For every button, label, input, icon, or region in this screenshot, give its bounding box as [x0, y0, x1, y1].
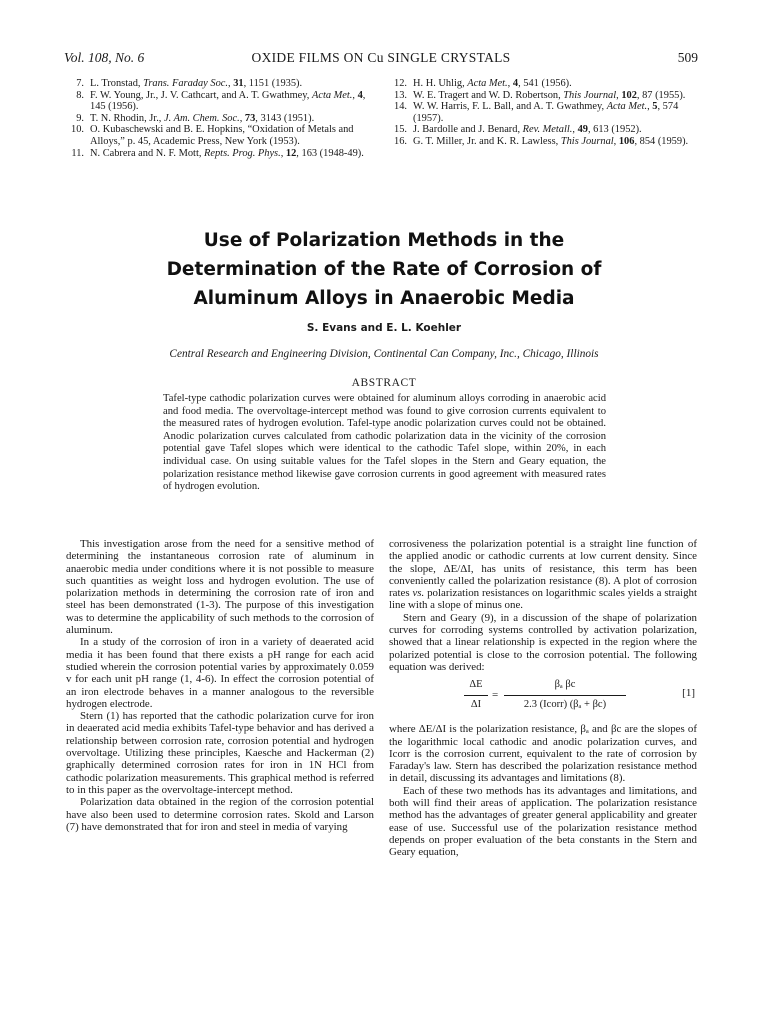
reference-segment: , 854 (1959). [634, 135, 689, 147]
paragraph: Stern (1) has reported that the cathodic polarization curve for iron in deaerated acid media exhibits Tafel-type behavior and has derived a relationship between corrosion rate, corrosion potential and hydrogen overvoltage. Utilizing these principles, Kaesche and Hackerman (2) graphically determined corrosion rates for iron in 1N HCl from cathodic polarization measurements. This graphical method is referred to in this paper as the overvoltage-intercept method. [66, 710, 374, 796]
reference-segment: F. W. Young, Jr., J. V. Cathcart, and A. T. Gwathmey, [90, 89, 312, 101]
reference-text [90, 78, 302, 89]
article-title-line: Determination of the Rate of Corrosion of [166, 259, 602, 280]
reference-text [413, 90, 685, 101]
reference-segment: N. Cabrera and N. F. Mott, [90, 147, 205, 159]
running-title: OXIDE FILMS ON Cu SINGLE CRYSTALS [251, 50, 511, 65]
equation-lhs-denominator: ΔI [470, 698, 482, 710]
reference-segment: , [616, 89, 622, 101]
reference-segment: L. Tronstad, [90, 78, 144, 89]
reference-segment: , 145 (1956). [90, 89, 366, 113]
reference-text [413, 101, 678, 124]
paragraph [389, 538, 697, 612]
reference-text [90, 148, 364, 159]
reference-item [64, 78, 382, 90]
reference-item [64, 124, 382, 147]
reference-segment: Acta Met. [467, 78, 508, 89]
equation-rhs-denominator: 2.3 (Icorr) (βₐ + βc) [523, 698, 607, 710]
reference-segment: , [280, 147, 286, 159]
reference-segment: 49 [577, 124, 588, 136]
reference-text [413, 124, 642, 135]
reference-number: 10. [71, 124, 84, 136]
abstract-text: Tafel-type cathodic polarization curves were obtained for aluminum alloys corroding in anaerobic acid and food media. The overvoltage-intercept method was found to give corrosion currents equivalent to the measured rates of hydrogen evolution. Tafel-type anodic polarization curves could not be obtained. Anodic polarization curves calculated from cathodic polarization data in the vicinity of the corrosion potential gave Tafel slopes which were identical to the cathodic Tafel slope, within 20%, in each individual case. On using suitable values for the Tafel slopes in the Stern and Geary equation, the polarization resistance method likewise gave corrosion currents in good agreement with measured rates of hydrogen evolution. [163, 393, 606, 493]
reference-segment: , 541 (1956). [518, 78, 572, 89]
affiliation: Central Research and Engineering Division, Continental Can Company, Inc., Chicago, Illinois [169, 348, 599, 360]
reference-item [64, 148, 382, 160]
equation-lhs-fraction [464, 679, 488, 711]
reference-segment: 4 [512, 78, 519, 89]
reference-segment: W. W. Harris, F. L. Ball, and A. T. Gwathmey, [413, 101, 607, 113]
reference-segment: , [352, 89, 358, 101]
reference-segment: 4 [357, 89, 363, 101]
reference-item [387, 90, 705, 102]
article-title-line: Aluminum Alloys in Anaerobic Media [193, 288, 575, 309]
reference-segment: Rev. Metall. [522, 124, 573, 136]
reference-segment: , [239, 112, 245, 124]
reference-segment: , [228, 78, 234, 89]
reference-number: 11. [71, 147, 84, 159]
reference-item [387, 78, 705, 90]
reference-segment: This Journal [563, 89, 617, 101]
reference-item [387, 101, 705, 124]
reference-segment: T. N. Rhodin, Jr., [90, 112, 164, 124]
reference-segment: 5 [652, 101, 658, 113]
reference-segment: , [647, 101, 653, 113]
paragraph-text: corrosiveness the polarization potential is a straight line function of the applied anodic or cathodic currents at low current density. Since the slope, ΔE/ΔI, has units of resistance, this term has been conveniently called the polarization resistance (8). A plot of corrosion rates [389, 538, 697, 600]
article-title-line: Use of Polarization Methods in the [203, 230, 565, 251]
reference-segment: H. H. Uhlig, [413, 78, 468, 89]
abstract-heading: ABSTRACT [351, 377, 417, 389]
equation-lhs-numerator: ΔE [464, 679, 488, 695]
reference-item [64, 90, 382, 113]
reference-segment: , 163 (1948-49). [296, 147, 364, 159]
reference-number: 12. [394, 78, 407, 89]
paragraph: where ΔE/ΔI is the polarization resistance, βₐ and βc are the slopes of the logarithmic local cathodic and anodic polarization curves, and Icorr is the corrosion current, equivalent to the rate of corrosion by Faraday's law. Stern has described the polarization resistance method in detail, discussing its advantages and limitations (8). [389, 723, 697, 785]
equation-rhs-fraction [504, 679, 626, 711]
equation-number: [1] [682, 687, 695, 700]
reference-segment: 73 [244, 112, 256, 124]
reference-segment: 102 [621, 89, 637, 101]
paragraph: Each of these two methods has its advantages and limitations, and both will find their areas of application. The polarization resistance method has the advantages of greater general applicability and greater ease of use. Successful use of the polarization resistance method depends on proper evaluation of the beta constants in the Stern and Geary equation, [389, 784, 697, 859]
references-list-right [387, 78, 705, 148]
reference-item [64, 113, 382, 125]
equation-1 [389, 675, 697, 719]
equation-equals: = [492, 689, 499, 702]
paragraph: Stern and Geary (9), in a discussion of the shape of polarization curves for corroding systems controlled by activation polarization, showed that a linear relationship is expected in the region where the polarized potential is close to the corrosion potential. The following equation was derived: [389, 611, 697, 673]
reference-segment: W. E. Tragert and W. D. Robertson, [413, 89, 564, 101]
reference-segment: Acta Met. [312, 89, 353, 101]
authors: S. Evans and E. L. Koehler [306, 322, 462, 334]
reference-item [387, 124, 705, 136]
reference-segment: J. Am. Chem. Soc. [164, 112, 240, 124]
paragraph: Polarization data obtained in the region of the corrosion potential have also been used to determine corrosion rates. Skold and Larson (7) have demonstrated that for iron and steel in media of varying [66, 796, 374, 833]
body-column-right [389, 538, 697, 859]
paragraph-italic: vs. [412, 587, 425, 600]
paragraph: In a study of the corrosion of iron in a variety of deaerated acid media it has been found that there exists a pH range for each acid studied wherein the corrosion potential varies by approximately 0.059 v for each unit pH range (1, 4-6). In effect the corrosion potential of an iron electrode behaves in a manner analogous to the reversible hydrogen electrode. [66, 636, 374, 710]
paragraph: This investigation arose from the need for a sensitive method of determining the instantaneous corrosion rate of aluminum in anaerobic media under conditions where it is not possible to measure such quantities as weight loss and hydrogen evolution. The use of polarization methods in determining the corrosion rate of iron and steel has been demonstrated (1-3). The purpose of this investigation was to determine the applicability of such methods to the corrosion of aluminum. [66, 538, 374, 637]
reference-number: 8. [76, 89, 84, 101]
reference-text [413, 136, 688, 147]
reference-segment: , [507, 78, 513, 89]
reference-segment: , 1151 (1935). [243, 78, 303, 89]
reference-text [90, 113, 314, 124]
reference-number: 9. [76, 112, 84, 124]
reference-segment: J. Bardolle and J. Benard, [413, 124, 523, 136]
reference-segment: This Journal [560, 135, 614, 147]
journal-volume: Vol. 108, No. 6 [64, 50, 145, 65]
reference-number: 13. [394, 89, 407, 101]
reference-segment: O. Kubaschewski and B. E. Hopkins, “Oxidation of Metals and Alloys,” p. 45, Academic Press, New York (1953). [90, 124, 354, 147]
reference-segment: , [572, 124, 578, 136]
reference-segment: , 574 (1957). [413, 101, 679, 124]
reference-segment: 31 [233, 78, 244, 89]
reference-segment: , 613 (1952). [587, 124, 642, 136]
reference-item [387, 136, 705, 148]
reference-segment: Trans. Faraday Soc. [143, 78, 228, 89]
reference-number: 7. [76, 78, 84, 89]
reference-segment: , 87 (1955). [636, 89, 686, 101]
references-list-left [64, 78, 382, 159]
running-header [64, 50, 698, 72]
page-number: 509 [677, 50, 698, 65]
article-title [64, 226, 704, 313]
equation-rhs-numerator: βₐ βc [504, 679, 626, 695]
reference-number: 15. [394, 124, 407, 136]
reference-segment: , 3143 (1951). [255, 112, 315, 124]
reference-text [90, 124, 353, 147]
reference-segment: Repts. Prog. Phys. [204, 147, 281, 159]
reference-number: 14. [394, 101, 407, 113]
reference-segment: 106 [618, 135, 635, 147]
reference-segment: Acta Met. [606, 101, 648, 113]
body-column-left [66, 538, 374, 833]
reference-number: 16. [394, 135, 407, 147]
reference-text [90, 90, 365, 113]
reference-segment: G. T. Miller, Jr. and K. R. Lawless, [413, 135, 561, 147]
reference-segment: , [613, 135, 619, 147]
paragraph-text: polarization resistances on logarithmic scales yields a straight line with a slope of minus one. [389, 587, 697, 612]
reference-text [413, 78, 572, 89]
reference-segment: 12 [285, 147, 297, 159]
